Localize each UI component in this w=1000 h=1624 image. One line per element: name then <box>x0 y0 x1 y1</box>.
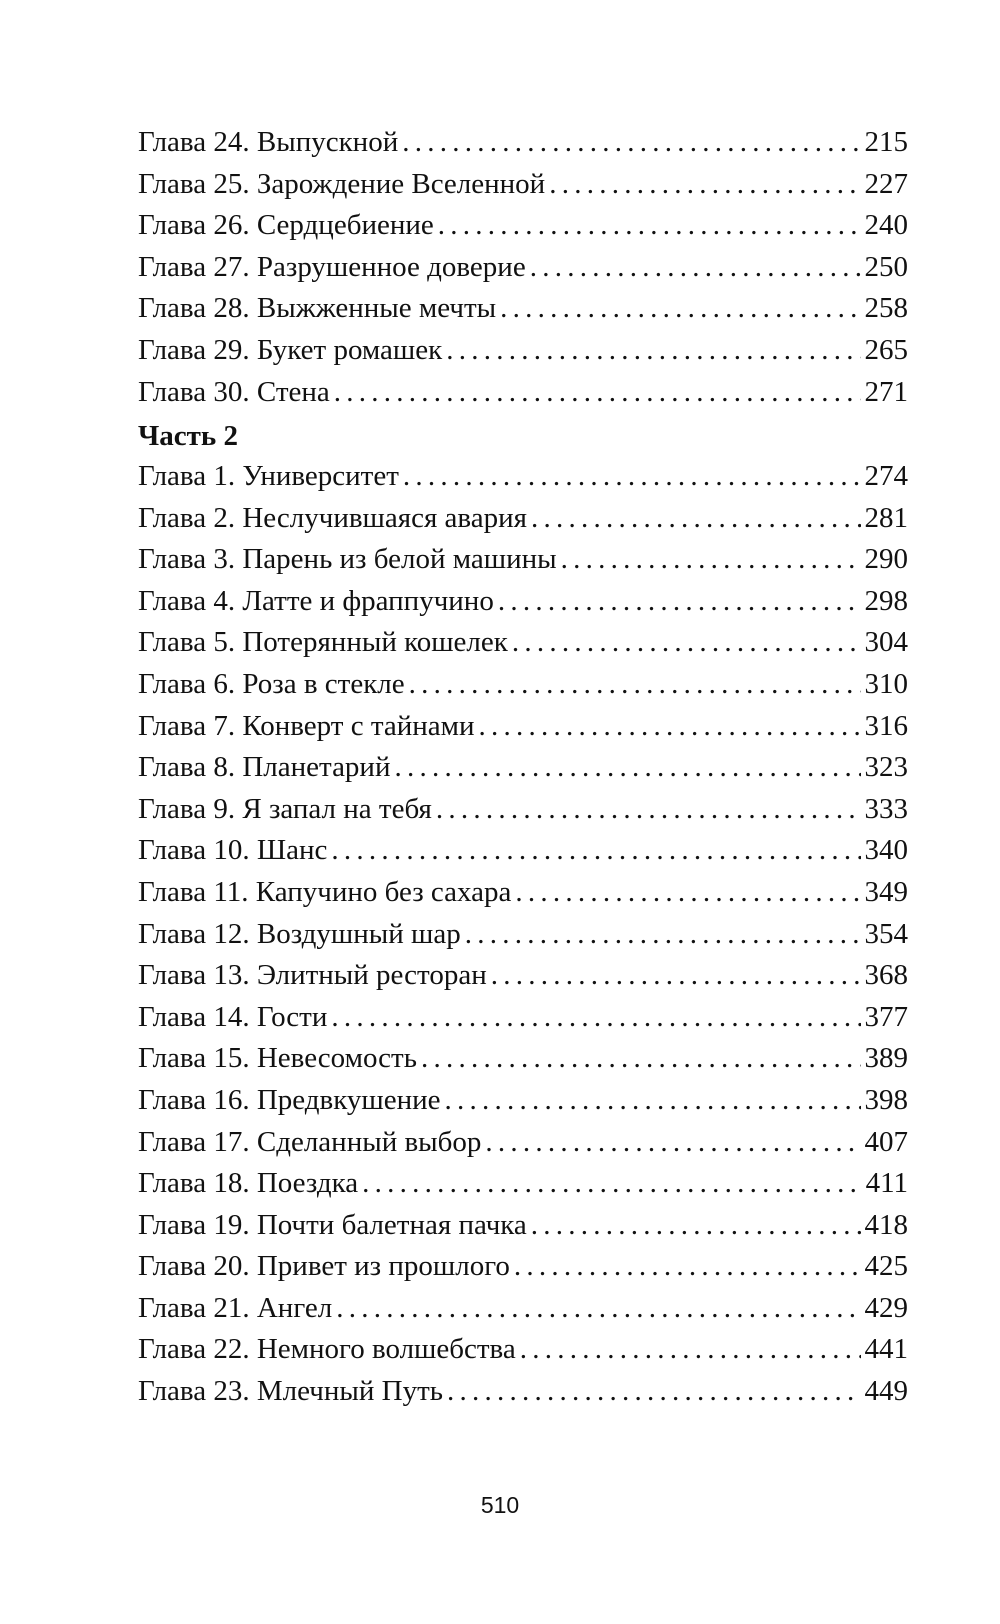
toc-entry-page: 316 <box>864 709 908 742</box>
toc-entry-title: Глава 26. Сердцебиение <box>138 209 434 242</box>
toc-leader-dots <box>479 706 861 748</box>
toc-entry-title: Глава 9. Я запал на тебя <box>138 792 432 825</box>
toc-leader-dots <box>331 997 860 1039</box>
toc-entry <box>138 1080 908 1122</box>
toc-entry <box>138 372 908 414</box>
toc-entry-page: 398 <box>864 1083 908 1116</box>
toc-entry <box>138 789 908 831</box>
toc-leader-dots <box>331 830 860 872</box>
toc-leader-dots <box>402 122 860 164</box>
toc-leader-dots <box>485 1122 860 1164</box>
toc-entry <box>138 747 908 789</box>
toc-leader-dots <box>421 1038 861 1080</box>
toc-part2-list <box>138 456 908 1413</box>
toc-leader-dots <box>336 1288 860 1330</box>
toc-part1-list <box>138 122 908 413</box>
toc-entry-page: 411 <box>865 1167 908 1200</box>
toc-entry-page: 250 <box>864 250 908 283</box>
toc-entry-page: 407 <box>864 1125 908 1158</box>
toc-entry <box>138 1038 908 1080</box>
toc-entry-title: Глава 29. Букет ромашек <box>138 333 443 366</box>
toc-leader-dots <box>438 205 861 247</box>
toc-entry <box>138 539 908 581</box>
toc-entry-title: Глава 7. Конверт с тайнами <box>138 709 475 742</box>
toc-entry-title: Глава 6. Роза в стекле <box>138 667 405 700</box>
toc-leader-dots <box>512 622 861 664</box>
toc-leader-dots <box>436 789 861 831</box>
toc-entry-title: Глава 13. Элитный ресторан <box>138 959 487 992</box>
toc-entry-title: Глава 22. Немного волшебства <box>138 1333 516 1366</box>
toc-leader-dots <box>447 1371 861 1413</box>
toc-entry <box>138 330 908 372</box>
toc-entry <box>138 706 908 748</box>
page-number: 510 <box>480 1492 520 1518</box>
toc-entry-title: Глава 17. Сделанный выбор <box>138 1125 482 1158</box>
toc-entry-page: 323 <box>864 751 908 784</box>
toc-entry <box>138 164 908 206</box>
toc-leader-dots <box>531 1205 861 1247</box>
toc-entry <box>138 1205 908 1247</box>
toc-entry <box>138 622 908 664</box>
toc-entry-title: Глава 12. Воздушный шар <box>138 917 461 950</box>
toc-entry-page: 290 <box>864 543 908 576</box>
toc-entry-page: 340 <box>864 834 908 867</box>
toc-entry-page: 418 <box>864 1208 908 1241</box>
part-heading: Часть 2 <box>138 420 238 452</box>
toc-entry <box>138 830 908 872</box>
toc-entry <box>138 1246 908 1288</box>
toc-entry <box>138 914 908 956</box>
toc-entry <box>138 288 908 330</box>
toc-entry-title: Глава 8. Планетарий <box>138 751 391 784</box>
toc-entry-page: 298 <box>864 584 908 617</box>
toc-entry-page: 271 <box>864 375 908 408</box>
toc-entry-title: Глава 5. Потерянный кошелек <box>138 626 508 659</box>
toc-entry-title: Глава 4. Латте и фраппучино <box>138 584 494 617</box>
toc-entry <box>138 247 908 289</box>
toc-entry-title: Глава 10. Шанс <box>138 834 328 867</box>
toc-entry-title: Глава 14. Гости <box>138 1000 328 1033</box>
toc-leader-dots <box>445 1080 861 1122</box>
toc-entry-title: Глава 21. Ангел <box>138 1291 333 1324</box>
toc-entry-page: 377 <box>864 1000 908 1033</box>
toc-entry-page: 441 <box>864 1333 908 1366</box>
toc-entry-page: 368 <box>864 959 908 992</box>
toc-entry-title: Глава 23. Млечный Путь <box>138 1375 443 1408</box>
toc-entry <box>138 1371 908 1413</box>
toc-entry-page: 354 <box>864 917 908 950</box>
toc-entry-page: 265 <box>864 333 908 366</box>
toc-entry-title: Глава 15. Невесомость <box>138 1042 417 1075</box>
toc-leader-dots <box>403 456 861 498</box>
toc-leader-dots <box>520 1329 861 1371</box>
toc-entry-page: 429 <box>864 1291 908 1324</box>
toc-entry-page: 333 <box>864 792 908 825</box>
toc-entry <box>138 122 908 164</box>
toc-entry-title: Глава 19. Почти балетная пачка <box>138 1208 527 1241</box>
toc-entry-title: Глава 2. Неслучившаяся авария <box>138 501 527 534</box>
toc-entry-page: 389 <box>864 1042 908 1075</box>
toc-entry-title: Глава 16. Предвкушение <box>138 1083 441 1116</box>
toc-entry-page: 281 <box>864 501 908 534</box>
toc-leader-dots <box>561 539 861 581</box>
toc-entry-title: Глава 25. Зарождение Вселенной <box>138 167 546 200</box>
toc-entry-title: Глава 1. Университет <box>138 460 399 492</box>
toc-leader-dots <box>446 330 860 372</box>
toc-entry-page: 349 <box>864 875 908 908</box>
toc-entry <box>138 997 908 1039</box>
toc-entry-page: 310 <box>864 667 908 700</box>
toc-entry-title: Глава 11. Капучино без сахара <box>138 875 512 908</box>
toc-leader-dots <box>394 747 860 789</box>
toc-entry <box>138 456 908 498</box>
toc-entry <box>138 1122 908 1164</box>
toc-leader-dots <box>465 914 861 956</box>
toc-entry-title: Глава 20. Привет из прошлого <box>138 1250 510 1283</box>
toc-leader-dots <box>531 498 861 540</box>
toc-entry <box>138 664 908 706</box>
toc-entry-title: Глава 27. Разрушенное доверие <box>138 250 526 283</box>
toc-entry-page: 258 <box>864 292 908 325</box>
toc-entry-title: Глава 28. Выжженные мечты <box>138 292 497 325</box>
toc-entry <box>138 1163 908 1205</box>
toc-leader-dots <box>491 955 861 997</box>
toc-entry-page: 449 <box>864 1375 908 1408</box>
toc-entry-page: 425 <box>864 1250 908 1283</box>
toc-leader-dots <box>334 372 861 414</box>
toc-leader-dots <box>515 872 860 914</box>
toc-leader-dots <box>498 581 861 623</box>
toc-leader-dots <box>409 664 861 706</box>
toc-entry-page: 215 <box>864 126 908 158</box>
toc-entry-title: Глава 18. Поездка <box>138 1167 359 1200</box>
toc-leader-dots <box>514 1246 861 1288</box>
toc-entry <box>138 872 908 914</box>
toc-leader-dots <box>530 247 861 289</box>
toc-leader-dots <box>362 1163 861 1205</box>
toc-entry <box>138 1329 908 1371</box>
toc-entry <box>138 205 908 247</box>
toc-entry-title: Глава 3. Парень из белой машины <box>138 543 557 576</box>
toc-entry <box>138 498 908 540</box>
toc-entry-title: Глава 30. Стена <box>138 375 330 408</box>
toc-entry-title: Глава 24. Выпускной <box>138 126 399 158</box>
toc-entry-page: 304 <box>864 626 908 659</box>
toc-entry <box>138 581 908 623</box>
toc-entry-page: 274 <box>864 460 908 492</box>
toc-entry <box>138 1288 908 1330</box>
toc-entry-page: 227 <box>864 167 908 200</box>
toc-leader-dots <box>500 288 860 330</box>
toc-leader-dots <box>549 164 860 206</box>
toc-entry <box>138 955 908 997</box>
toc-entry-page: 240 <box>864 209 908 242</box>
